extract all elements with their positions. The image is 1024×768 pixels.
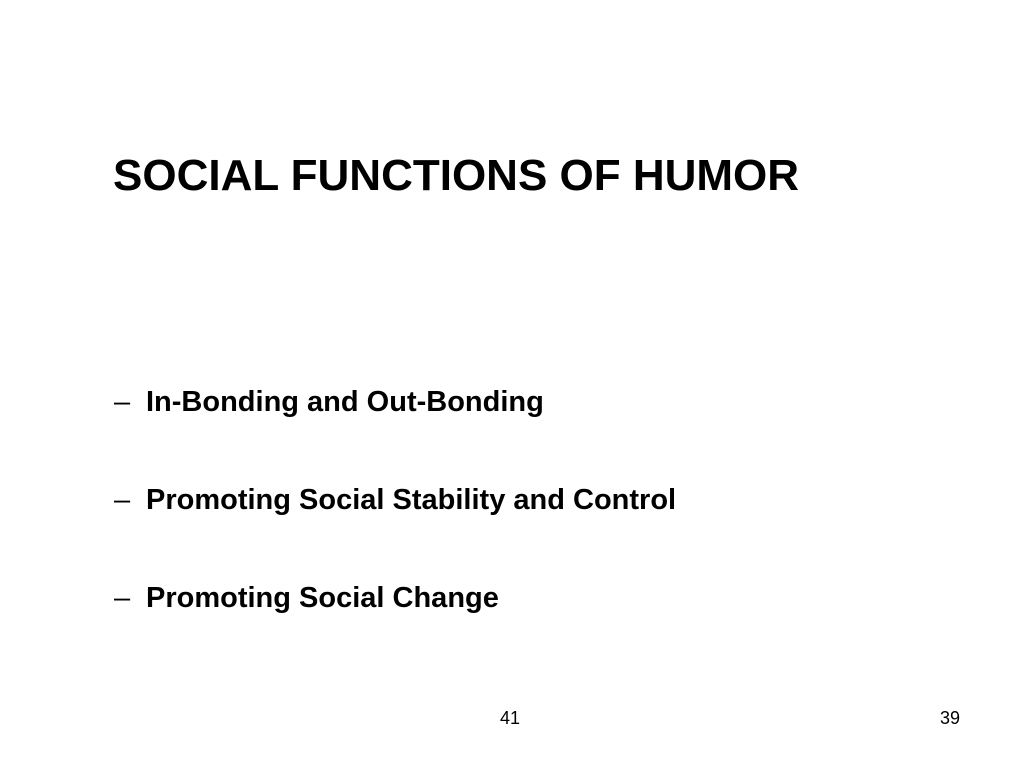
footer-center-number: 41 bbox=[500, 708, 521, 728]
list-item bbox=[114, 582, 676, 680]
bullet-text: Promoting Social Stability and Control bbox=[146, 484, 677, 516]
bullet-marker: – bbox=[114, 386, 131, 418]
bullet-text: Promoting Social Change bbox=[146, 582, 499, 614]
slide-number: 39 bbox=[940, 708, 961, 728]
bullet-marker: – bbox=[114, 484, 131, 516]
slide-title: SOCIAL FUNCTIONS OF HUMOR bbox=[113, 151, 800, 200]
bullet-list bbox=[114, 386, 676, 680]
list-item bbox=[114, 386, 676, 484]
bullet-text: In-Bonding and Out-Bonding bbox=[146, 386, 544, 418]
bullet-marker: – bbox=[114, 582, 131, 614]
list-item bbox=[114, 484, 676, 582]
